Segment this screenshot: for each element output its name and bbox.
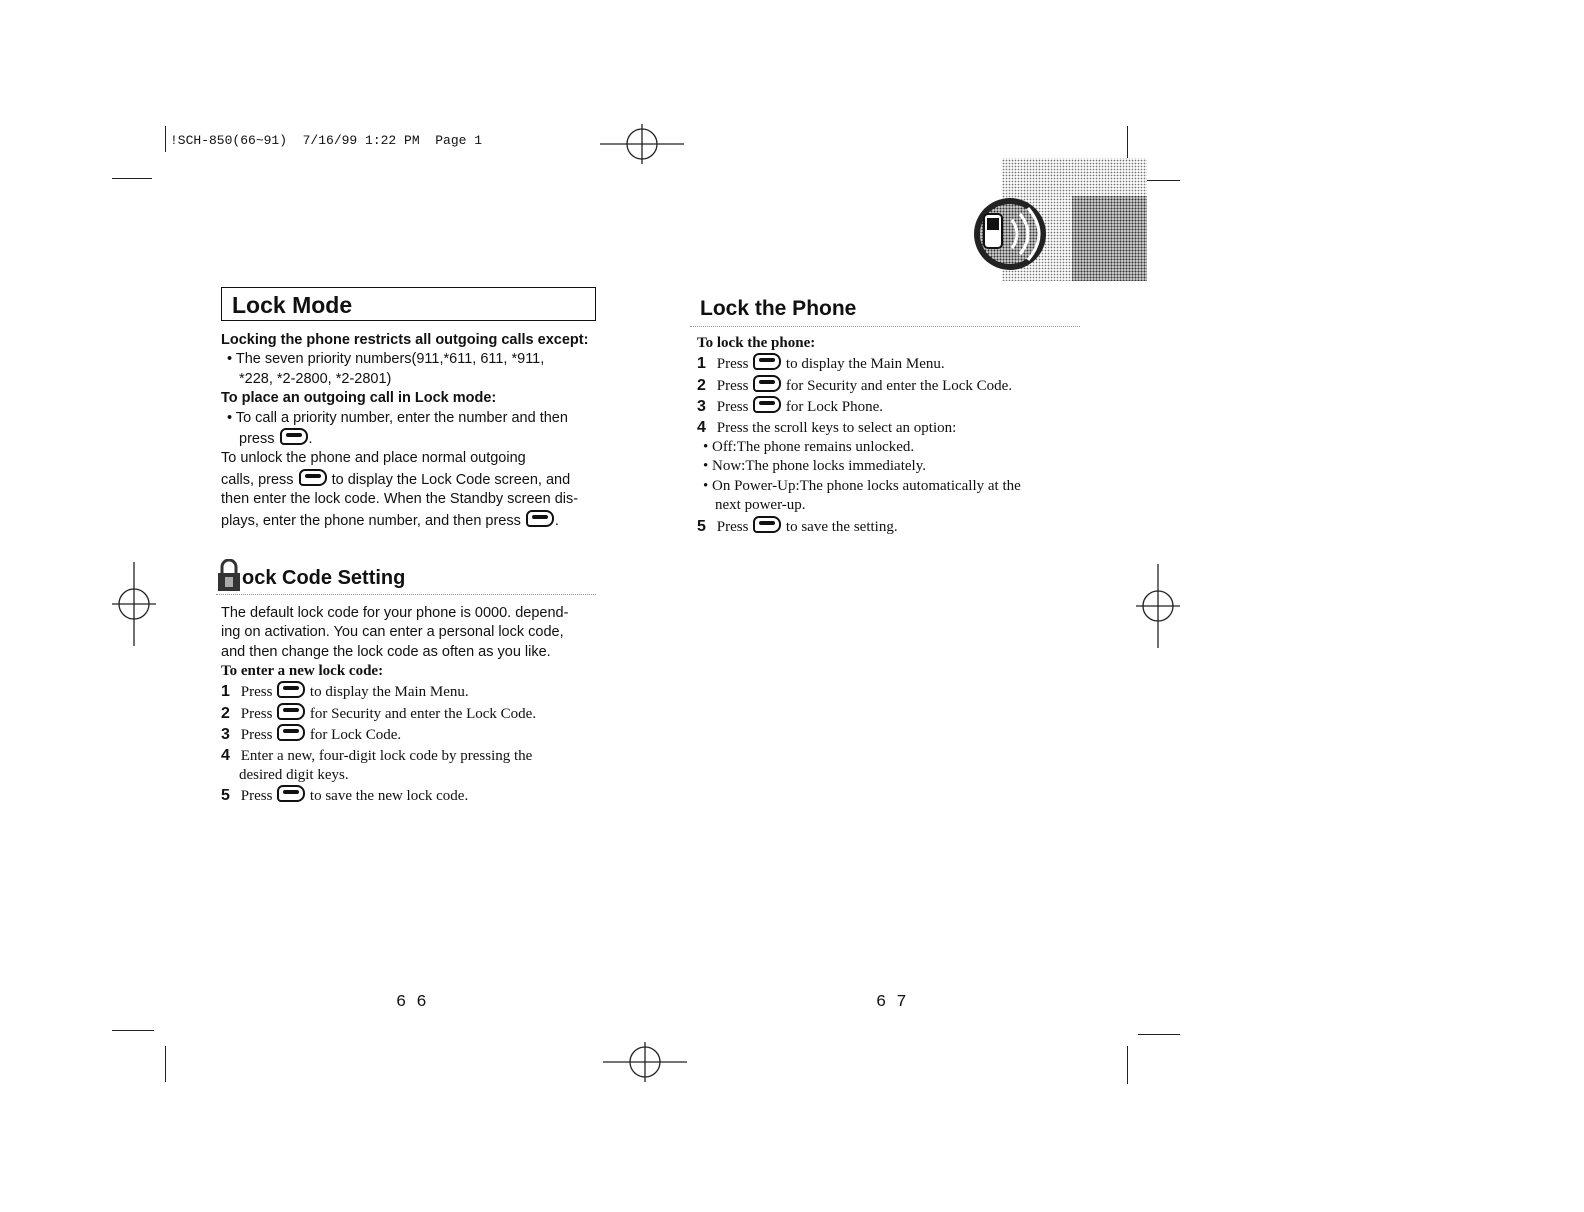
divider [216, 594, 596, 595]
page-title: Lock the Phone [700, 297, 857, 320]
outgoing-bullet-line: press [239, 431, 275, 448]
print-slug: !SCH-850(66~91) 7/16/99 1:22 PM Page 1 [170, 133, 483, 148]
crop-mark [112, 178, 152, 179]
list-item: 1 Press to display the Main Menu. [221, 683, 469, 701]
punctuation: . [554, 512, 559, 529]
ok-key-icon [277, 785, 305, 802]
ok-key-icon [753, 516, 781, 533]
desc-line: ing on activation. You can enter a personal lock code, [221, 624, 564, 641]
lock-mode-title-box [221, 287, 596, 321]
menu-key-icon [299, 469, 327, 486]
page-number: 6 7 [876, 993, 907, 1012]
crop-mark [165, 1046, 166, 1082]
punctuation: . [308, 431, 313, 448]
list-item: 1 Press to display the Main Menu. [697, 355, 945, 373]
crosshair-icon [600, 102, 684, 186]
section-title: ock Code Setting [242, 567, 406, 589]
list-item: 3 Press for Lock Phone. [697, 398, 883, 416]
page-number: 6 6 [396, 993, 427, 1012]
menu-key-icon [753, 353, 781, 370]
crosshair-icon [603, 1020, 687, 1104]
crop-mark [1127, 1046, 1128, 1084]
list-item: 5 Press to save the setting. [697, 517, 898, 535]
key-1-icon [277, 724, 305, 741]
list-item: 2 Press for Security and enter the Lock Code. [697, 376, 1013, 394]
step-heading: To enter a new lock code: [221, 663, 384, 679]
option-item: • Off:The phone remains unlocked. [703, 439, 915, 456]
menu-key-icon [277, 681, 305, 698]
key-2-icon [753, 375, 781, 392]
crop-mark [1138, 1034, 1180, 1035]
desc-line: The default lock code for your phone is 0000. depend- [221, 605, 569, 621]
page-title: Lock Mode [232, 292, 353, 318]
list-item: 4 Enter a new, four-digit lock code by pressing the [221, 746, 533, 764]
unlock-line: to display the Lock Code screen, and [331, 471, 571, 488]
priority-bullet-line: *228, *2-2800, *2-2801) [239, 370, 392, 387]
intro-text: Locking the phone restricts all outgoing calls except: [221, 332, 589, 348]
phone-ring-icon [972, 156, 1148, 284]
option-item-continuation: next power-up. [715, 497, 806, 514]
outgoing-heading: To place an outgoing call in Lock mode: [221, 390, 497, 407]
list-item: 3 Press for Lock Code. [221, 726, 402, 744]
crop-mark [165, 126, 166, 152]
send-key-icon [280, 428, 308, 445]
option-item: • Now:The phone locks immediately. [703, 458, 926, 475]
send-key-icon [526, 510, 554, 527]
crosshair-icon [1116, 564, 1200, 648]
list-item: 5 Press to save the new lock code. [221, 787, 469, 805]
new-code-steps [221, 662, 536, 807]
option-item: • On Power-Up:The phone locks automatically at the [703, 477, 1021, 494]
unlock-line: plays, enter the phone number, and then press [221, 512, 521, 529]
lock-mode-body [221, 331, 588, 531]
outgoing-bullet-line: • To call a priority number, enter the number and then [227, 409, 568, 426]
lock-phone-steps [697, 334, 1021, 537]
key-2-icon [277, 703, 305, 720]
list-item: 4 Press the scroll keys to select an option: [697, 418, 957, 436]
divider [690, 326, 1080, 327]
step-heading: To lock the phone: [697, 335, 816, 351]
unlock-line: calls, press [221, 471, 294, 488]
priority-bullet-line: • The seven priority numbers(911,*611, 611, *911, [227, 351, 545, 368]
lock-glyph-icon [214, 559, 242, 593]
list-item-continuation: desired digit keys. [239, 767, 349, 784]
key-1-icon [753, 396, 781, 413]
crop-mark [112, 1030, 154, 1031]
unlock-line: To unlock the phone and place normal outgoing [221, 450, 526, 467]
list-item: 2 Press for Security and enter the Lock Code. [221, 704, 537, 722]
lock-code-setting-body [221, 604, 568, 662]
unlock-line: then enter the lock code. When the Standby screen dis- [221, 491, 579, 508]
crosshair-icon [92, 562, 176, 646]
desc-line: and then change the lock code as often as you like. [221, 643, 551, 660]
